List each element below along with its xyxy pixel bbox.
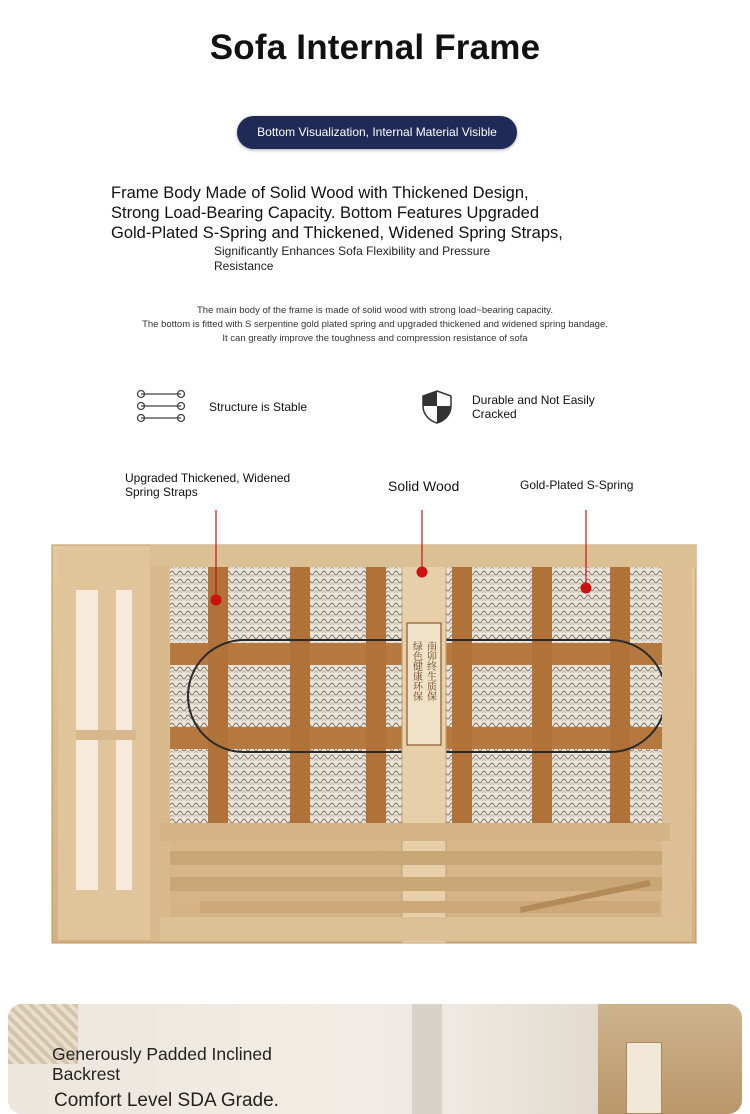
bottom-line-3: Comfort Level SDA Grade. (54, 1090, 279, 1111)
english-caption-line-3: It can greatly improve the toughness and compression resistance of sofa (222, 333, 528, 344)
page-title: Sofa Internal Frame (209, 28, 541, 67)
stamp-text-1: 绿色健康环保 (410, 641, 422, 701)
description-line-2: Strong Load-Bearing Capacity. Bottom Features Upgraded (111, 204, 540, 222)
callout-straps-line-2: Spring Straps (125, 485, 198, 499)
description-line-1: Frame Body Made of Solid Wood with Thickened Design, (111, 184, 529, 202)
english-caption-line-1: The main body of the frame is made of solid wood with strong load~bearing capacity. (196, 305, 553, 316)
visibility-badge: Bottom Visualization, Internal Material Visible (237, 116, 517, 149)
structure-icon (133, 388, 189, 426)
stamp-text-2: 南卯终生质保 (424, 641, 436, 701)
bottom-line-2: Backrest (52, 1064, 121, 1084)
feature-structure-label: Structure is Stable (209, 400, 308, 414)
feature-durable-label-2: Cracked (472, 407, 517, 421)
description-sub-line-1: Significantly Enhances Sofa Flexibility and Pressure (214, 244, 491, 258)
bottom-preview-panel (8, 1004, 742, 1114)
callout-spring-label: Gold-Plated S-Spring (520, 478, 634, 492)
feature-durable-label-1: Durable and Not Easily (472, 393, 595, 407)
bottom-line-1: Generously Padded Inclined (52, 1044, 272, 1064)
sofa-frame-image (50, 505, 700, 950)
description-sub-line-2: Resistance (214, 259, 274, 273)
callout-straps-line-1: Upgraded Thickened, Widened (125, 471, 291, 485)
description-line-3: Gold-Plated S-Spring and Thickened, Widened Spring Straps, (111, 224, 563, 242)
english-caption-line-2: The bottom is fitted with S serpentine gold plated spring and upgraded thickened and widened spring bandage. (142, 319, 608, 330)
callout-wood-label: Solid Wood (388, 478, 460, 494)
shield-icon (420, 389, 454, 425)
